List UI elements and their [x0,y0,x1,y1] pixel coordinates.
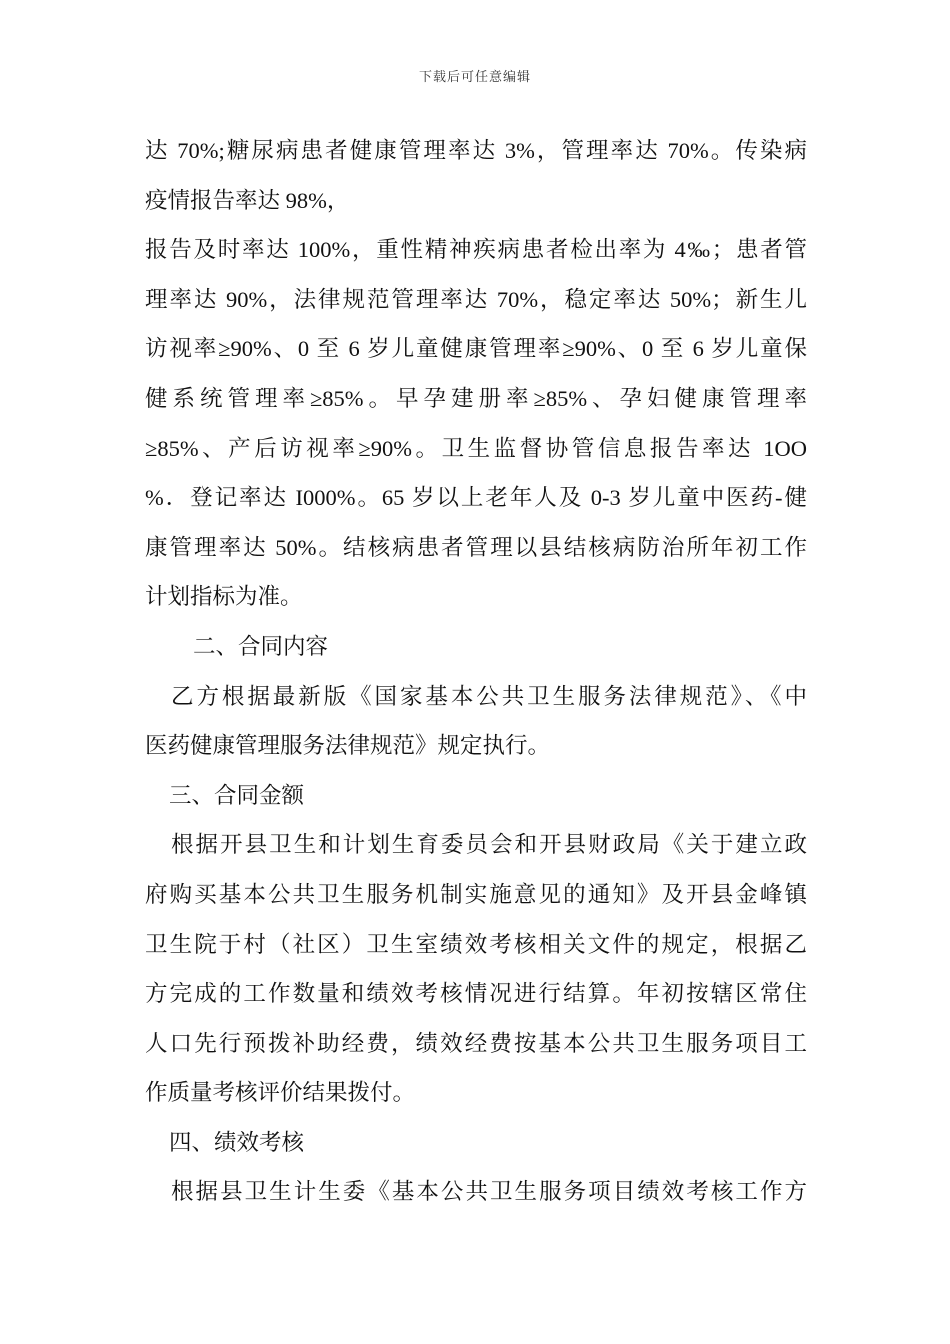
paragraph-line: 医药健康管理服务法律规范》规定执行。 [145,733,551,759]
paragraph-line: 康管理率达 50%。结核病患者管理以县结核病防治所年初工作 [145,534,807,560]
paragraph-line: 理率达 90%，法律规范管理率达 70%，稳定率达 50%；新生儿 [145,286,807,312]
paragraph-line: 达 70%;糖尿病患者健康管理率达 3%，管理率达 70%。传染病 [145,138,807,163]
paragraph-line: 根据县卫生计生委《基本公共卫生服务项目绩效考核工作方 [171,1179,807,1205]
paragraph-line: 健系统管理率≥85%。早孕建册率≥85%、孕妇健康管理率 [145,385,807,411]
section-heading-performance-review: 四、绩效考核 [169,1129,305,1155]
paragraph-line: ≥85%、产后访视率≥90%。卫生监督协管信息报告率达 1OO [145,435,807,461]
paragraph-line: 报告及时率达 100%，重性精神疾病患者检出率为 4‰；患者管 [145,237,807,263]
paragraph-line: 人口先行预拨补助经费，绩效经费按基本公共卫生服务项目工 [145,1030,807,1056]
paragraph-line: 访视率≥90%、0 至 6 岁儿童健康管理率≥90%、0 至 6 岁儿童保 [145,336,807,362]
section-heading-contract-content: 二、合同内容 [193,633,329,659]
paragraph-line: 根据开县卫生和计划生育委员会和开县财政局《关于建立政 [171,832,807,858]
paragraph-line: %．登记率达 I000%。65 岁以上老年人及 0-3 岁儿童中医药-健 [145,485,807,511]
page-header: 下载后可任意编辑 [418,69,531,84]
paragraph-line: 方完成的工作数量和绩效考核情况进行结算。年初按辖区常住 [145,981,807,1007]
paragraph-line: 卫生院于村（社区）卫生室绩效考核相关文件的规定，根据乙 [145,931,807,957]
document-body [145,126,807,1217]
paragraph-line: 作质量考核评价结果拨付。 [145,1080,416,1106]
paragraph-line: 计划指标为准。 [145,584,303,610]
paragraph-line: 疫情报告率达 98%， [145,187,350,213]
paragraph-line: 府购买基本公共卫生服务机制实施意见的通知》及开县金峰镇 [145,881,807,907]
paragraph-line: 乙方根据最新版《国家基本公共卫生服务法律规范》、《中 [171,683,807,709]
section-heading-contract-amount: 三、合同金额 [169,782,305,808]
